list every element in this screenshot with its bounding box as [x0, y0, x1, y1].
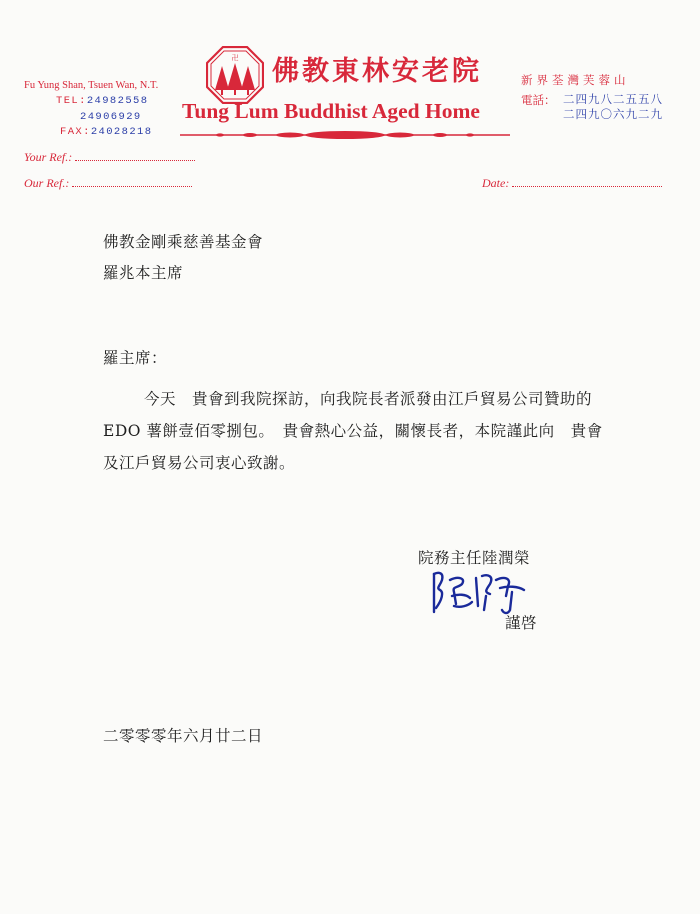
- paragraph-line-1: 今天 貴會到我院探訪，向我院長者派發由江戶貿易公司贊助的: [144, 390, 593, 408]
- address-english: Fu Yung Shan, Tsuen Wan, N.T.: [24, 80, 159, 91]
- phone-chinese-2: 二四九〇六九二九: [563, 107, 663, 121]
- phone-chinese-block: [521, 92, 663, 121]
- fax-label: FAX:: [60, 126, 91, 138]
- our-ref-blank: [72, 176, 192, 187]
- ornamental-divider: [180, 128, 510, 142]
- your-ref-blank: [75, 150, 195, 161]
- recipient-name: 羅兆本主席: [103, 264, 184, 282]
- fax-line: [60, 126, 152, 138]
- organization-name-english: Tung Lum Buddhist Aged Home: [182, 99, 480, 123]
- paragraph-line-2: EDO 薯餅壹佰零捌包。 貴會熱心公益，關懷長者，本院謹此向 貴會: [103, 422, 603, 440]
- closing: 謹啓: [505, 614, 538, 632]
- letter-date: 二零零零年六月廿二日: [103, 727, 264, 745]
- telephone-1: [56, 95, 148, 107]
- tel-number-2: 24906929: [80, 111, 142, 123]
- phone-label-chinese: 電話：: [521, 93, 556, 107]
- date-field: [482, 176, 662, 191]
- date-blank: [512, 176, 662, 187]
- signer-title: 院務主任陸潤榮: [418, 549, 531, 567]
- your-ref-field: [24, 150, 195, 165]
- your-ref-label: Your Ref.:: [24, 150, 73, 164]
- paragraph-line-3: 及江戶貿易公司衷心致謝。: [103, 454, 296, 472]
- tel-number-1: 24982558: [86, 95, 149, 107]
- logo-emblem: [206, 46, 264, 104]
- phone-chinese-1: 二四九八二五五八: [563, 92, 663, 106]
- seal-char: 卍: [231, 54, 239, 62]
- fax-number: 24028218: [90, 126, 153, 138]
- address-chinese: 新界荃灣芙蓉山: [521, 73, 630, 87]
- organization-name-chinese: 佛教東林安老院: [272, 56, 482, 87]
- recipient-organization: 佛教金剛乘慈善基金會: [103, 233, 264, 251]
- salutation: 羅主席：: [103, 349, 168, 367]
- tel-label: TEL:: [56, 95, 87, 107]
- our-ref-field: [24, 176, 192, 191]
- our-ref-label: Our Ref.:: [24, 176, 70, 190]
- date-label: Date:: [482, 176, 510, 190]
- phone-numbers-chinese: [563, 92, 663, 122]
